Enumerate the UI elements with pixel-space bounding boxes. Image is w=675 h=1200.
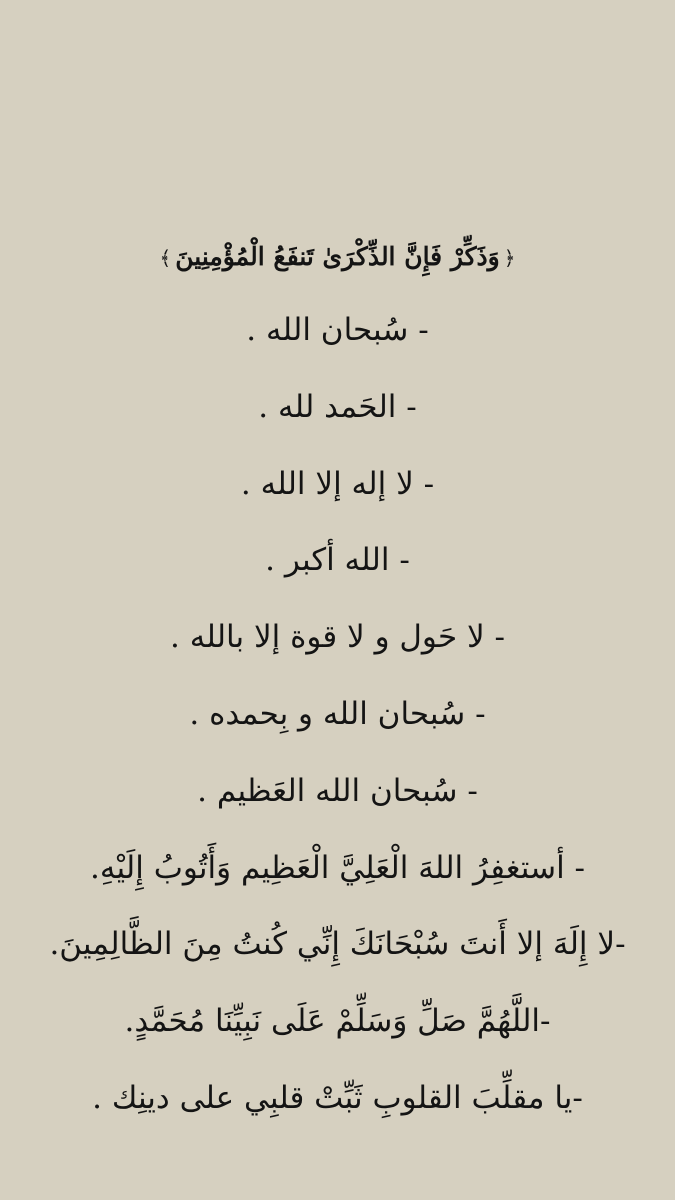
quran-verse-heading: [0, 232, 675, 283]
dhikr-item: - لا إله إلا الله .: [240, 465, 435, 502]
dhikr-item: - لا حَول و لا قوة إلا بالله .: [170, 619, 505, 656]
dhikr-item: -لا إِلَهَ إلا أَنتَ سُبْحَانَكَ إِنِّي كُنتُ مِنَ الظَّالِمِينَ.: [49, 926, 626, 963]
verse-close-bracket: ﴾: [159, 246, 172, 270]
dhikr-item: -اللَّهُمَّ صَلِّ وَسَلِّمْ عَلَى نَبِيِّنَا مُحَمَّدٍ.: [124, 1003, 551, 1040]
dhikr-item: - أستغفِرُ اللهَ الْعَلِيَّ الْعَظِيم وَأَتُوبُ إِلَيْهِ.: [89, 849, 586, 886]
dhikr-item: - الله أكبر .: [265, 542, 410, 579]
dhikr-item: -يا مقلِّبَ القلوبِ ثَبِّتْ قلبِي على دينِك .: [92, 1079, 583, 1116]
dhikr-item: - الحَمد لله .: [258, 388, 417, 425]
verse-open-bracket: ﴿: [503, 246, 516, 270]
dhikr-item: - سُبحان الله العَظيم .: [197, 772, 478, 809]
dhikr-item: - سُبحان الله .: [246, 312, 429, 348]
dhikr-item: - سُبحان الله و بِحمده .: [189, 695, 486, 732]
verse-text: وَذَكِّرْ فَإِنَّ الذِّكْرَىٰ تَنفَعُ الْمُؤْمِنِينَ: [175, 242, 500, 271]
dhikr-list: [0, 292, 675, 1137]
